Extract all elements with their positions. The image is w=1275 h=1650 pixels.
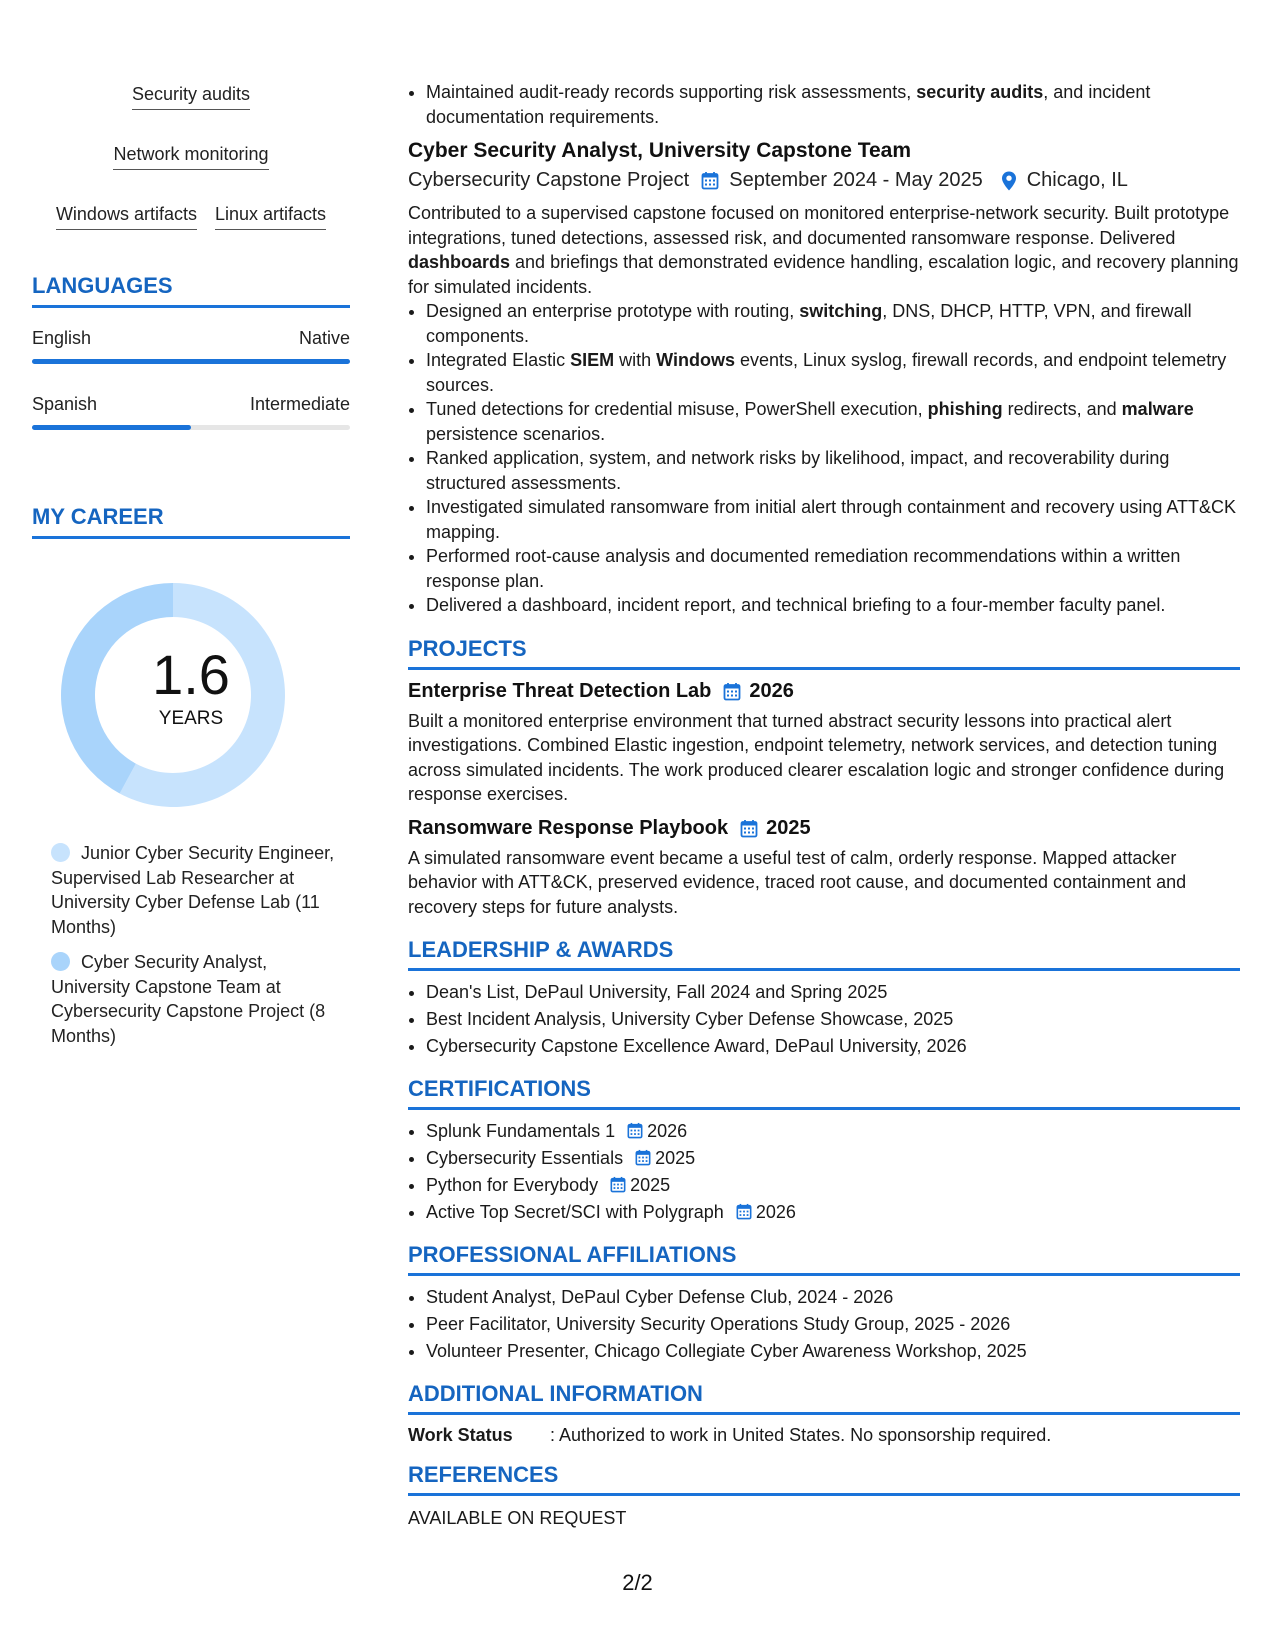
skill-tag: Windows artifacts	[56, 204, 197, 230]
certification-item	[426, 1145, 1240, 1172]
certification-name: Active Top Secret/SCI with Polygraph	[426, 1202, 724, 1222]
references-heading: REFERENCES	[408, 1462, 1240, 1496]
career-legend	[32, 841, 350, 1048]
certification-year: 2026	[755, 1202, 796, 1222]
awards-list	[408, 979, 1240, 1060]
certification-name: Cybersecurity Essentials	[426, 1148, 624, 1168]
calendar-icon	[723, 682, 741, 701]
company-name: Cybersecurity Capstone Project	[408, 169, 690, 191]
job-meta	[408, 169, 1240, 192]
location-pin-icon	[1001, 171, 1017, 191]
career-unit: YEARS	[158, 708, 224, 729]
career-donut-chart	[32, 577, 350, 813]
languages-list	[32, 328, 350, 430]
calendar-icon	[736, 1203, 752, 1220]
project-item	[408, 817, 1240, 920]
legend-dot	[51, 952, 70, 971]
language-name: Spanish	[32, 394, 98, 414]
project-title-row	[408, 680, 1240, 703]
career-legend-item	[51, 841, 350, 939]
language-item	[32, 328, 350, 364]
certification-name: Splunk Fundamentals 1	[426, 1121, 616, 1141]
work-status-label: Work Status	[408, 1425, 513, 1445]
list-item: • Best Incident Analysis, University Cyber Defense Showcase, 2025	[426, 1006, 1240, 1033]
project-title: Ransomware Response Playbook	[408, 816, 729, 839]
language-name: English	[32, 328, 92, 348]
calendar-icon	[627, 1122, 643, 1139]
legend-dot	[51, 843, 70, 862]
page-number: 2/2	[622, 1570, 653, 1595]
calendar-icon	[635, 1149, 651, 1166]
references-text: AVAILABLE ON REQUEST	[408, 1508, 627, 1528]
skill-tag: Linux artifacts	[215, 204, 326, 230]
project-title: Enterprise Threat Detection Lab	[408, 679, 712, 702]
skill-tag: Security audits	[132, 84, 250, 110]
list-item: • Maintained audit-ready records supporting risk assessments, security audits, and incident documentation requirements.	[426, 80, 1240, 129]
job-location: Chicago, IL	[1026, 169, 1128, 191]
career-heading: MY CAREER	[32, 504, 350, 539]
language-row	[32, 328, 350, 349]
work-status-row	[408, 1425, 1240, 1446]
list-item: • Delivered a dashboard, incident report, and technical briefing to a four-member faculty panel.	[426, 593, 1240, 618]
list-item: • Peer Facilitator, University Security Operations Study Group, 2025 - 2026	[426, 1311, 1240, 1338]
calendar-icon	[740, 819, 758, 838]
legend-label: Cyber Security Analyst, University Capstone Team at Cybersecurity Capstone Project (8 Months)	[51, 952, 326, 1046]
project-title-row	[408, 817, 1240, 840]
main-content	[408, 80, 1240, 1529]
certification-item	[426, 1118, 1240, 1145]
skill-tag: Network monitoring	[113, 144, 268, 170]
job-bullets	[408, 299, 1240, 618]
list-item: • Investigated simulated ransomware from initial alert through containment and recovery using ATT&CK mapping.	[426, 495, 1240, 544]
certification-year: 2025	[655, 1148, 696, 1168]
awards-heading: LEADERSHIP & AWARDS	[408, 937, 1240, 971]
language-level: Intermediate	[249, 394, 350, 414]
project-description: Built a monitored enterprise environment that turned abstract security lessons into practical alert investigations. Combined Elastic ingestion, endpoint telemetry, network services, and detection tuning across simulated incidents. The work produced clearer escalation logic and stronger confidence during response exercises.	[408, 710, 1225, 804]
additional-info-heading: ADDITIONAL INFORMATION	[408, 1381, 1240, 1415]
list-item: • Ranked application, system, and network risks by likelihood, impact, and recoverability during structured assessments.	[426, 446, 1240, 495]
certification-name: Python for Everybody	[426, 1175, 599, 1195]
career-total: 1.6	[152, 643, 230, 706]
certifications-heading: CERTIFICATIONS	[408, 1076, 1240, 1110]
projects-heading: PROJECTS	[408, 636, 1240, 670]
project-item	[408, 680, 1240, 807]
list-item: • Cybersecurity Capstone Excellence Award, DePaul University, 2026	[426, 1033, 1240, 1060]
job-summary: Contributed to a supervised capstone focused on monitored enterprise-network security. Built prototype integrations, tuned detections, assessed risk, and documented ransomware response. Delivered dashboards and briefings that demonstrated evidence handling, escalation logic, and recovery planning for simulated incidents.	[408, 203, 1239, 297]
language-bar	[32, 359, 350, 364]
language-bar-fill	[32, 425, 191, 430]
work-status-value: : Authorized to work in United States. No sponsorship required.	[550, 1425, 1052, 1445]
project-description: A simulated ransomware event became a useful test of calm, orderly response. Mapped attacker behavior with ATT&CK, preserved evidence, traced root cause, and documented containment and recovery steps for future analysts.	[408, 847, 1187, 917]
language-item	[32, 394, 350, 430]
project-year: 2025	[766, 816, 811, 839]
list-item: • Tuned detections for credential misuse, PowerShell execution, phishing redirects, and malware persistence scenarios.	[426, 397, 1240, 446]
list-item: • Dean's List, DePaul University, Fall 2024 and Spring 2025	[426, 979, 1240, 1006]
language-bar-fill	[32, 359, 350, 364]
skill-row	[32, 144, 350, 187]
list-item: • Student Analyst, DePaul Cyber Defense Club, 2024 - 2026	[426, 1284, 1240, 1311]
job-title: Cyber Security Analyst, University Capstone Team	[408, 139, 912, 162]
previous-job-bullets	[408, 80, 1240, 129]
list-item: • Performed root-cause analysis and documented remediation recommendations within a written response plan.	[426, 544, 1240, 593]
certifications-list	[408, 1118, 1240, 1226]
list-item: • Volunteer Presenter, Chicago Collegiate Cyber Awareness Workshop, 2025	[426, 1338, 1240, 1365]
career-legend-item	[51, 950, 350, 1048]
list-item: • Integrated Elastic SIEM with Windows events, Linux syslog, firewall records, and endpoint telemetry sources.	[426, 348, 1240, 397]
list-item: • Designed an enterprise prototype with routing, switching, DNS, DHCP, HTTP, VPN, and firewall components.	[426, 299, 1240, 348]
affiliations-heading: PROFESSIONAL AFFILIATIONS	[408, 1242, 1240, 1276]
sidebar	[32, 84, 350, 1059]
projects-list	[408, 680, 1240, 920]
certification-year: 2026	[647, 1121, 688, 1141]
skills-list	[32, 84, 350, 247]
languages-heading: LANGUAGES	[32, 273, 350, 308]
language-level: Native	[298, 328, 350, 348]
calendar-icon	[610, 1176, 626, 1193]
job-dates: September 2024 - May 2025	[729, 169, 983, 191]
certification-item	[426, 1199, 1240, 1226]
language-row	[32, 394, 350, 415]
project-year: 2026	[749, 679, 794, 702]
affiliations-list	[408, 1284, 1240, 1365]
certification-year: 2025	[630, 1175, 671, 1195]
legend-label: Junior Cyber Security Engineer, Supervised Lab Researcher at University Cyber Defense Lab (11 Months)	[51, 843, 335, 937]
calendar-icon	[701, 171, 719, 190]
skill-row	[32, 84, 350, 127]
certification-item	[426, 1172, 1240, 1199]
language-bar	[32, 425, 350, 430]
